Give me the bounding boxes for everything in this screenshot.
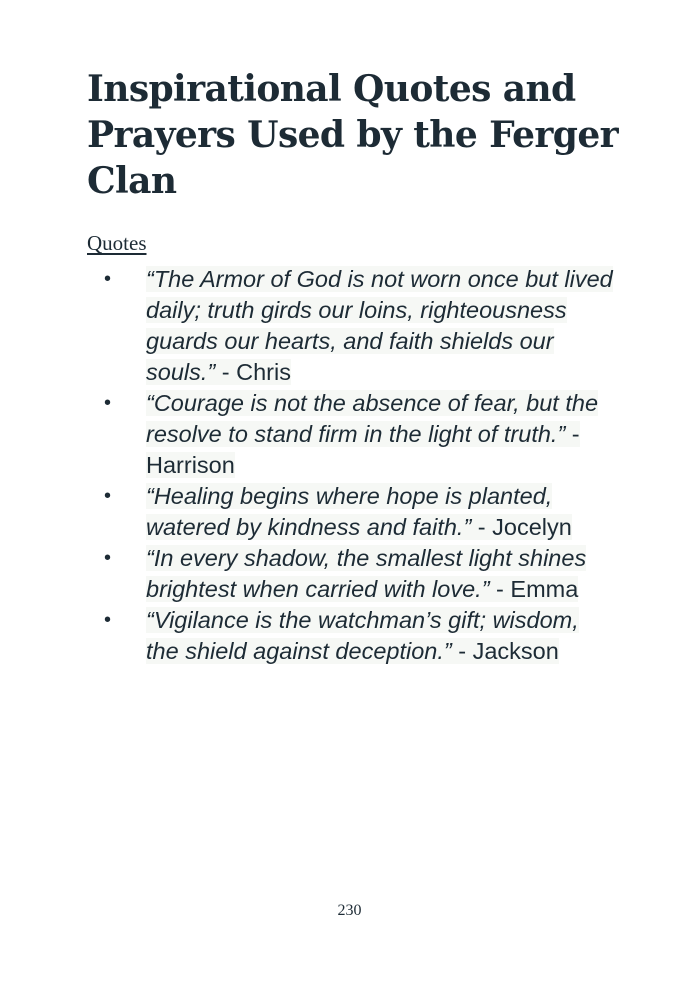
quote-attribution: - Emma <box>489 576 579 602</box>
quote-attribution: - Chris <box>215 359 291 385</box>
quote-attribution: - Jocelyn <box>471 514 572 540</box>
bullet-icon: • <box>104 268 112 290</box>
section-heading-quotes: Quotes <box>87 231 147 255</box>
quote-body <box>146 545 586 602</box>
list-item <box>0 543 616 605</box>
quote-attribution: - Harrison <box>146 421 580 478</box>
quote-body <box>146 266 613 385</box>
quote-text: “Courage is not the absence of fear, but the resolve to stand firm in the light of truth.” <box>146 390 599 447</box>
quote-text: “The Armor of God is not worn once but lived daily; truth girds our loins, righteousness guards our hearts, and faith shields our souls.” <box>146 266 613 385</box>
quote-text: “In every shadow, the smallest light shines brightest when carried with love.” <box>146 545 587 602</box>
quote-body <box>146 607 579 664</box>
quote-attribution: - Jackson <box>451 638 559 664</box>
list-item <box>0 388 616 481</box>
quote-body <box>146 483 572 540</box>
quote-text: “Healing begins where hope is planted, watered by kindness and faith.” <box>146 483 553 540</box>
bullet-icon: • <box>104 392 112 414</box>
quote-list <box>0 264 616 667</box>
bullet-icon: • <box>104 609 112 631</box>
list-item <box>0 605 616 667</box>
quote-text: “Vigilance is the watchman’s gift; wisdom, the shield against deception.” <box>146 607 579 664</box>
list-item <box>0 481 616 543</box>
page-title: Inspirational Quotes and Prayers Used by the Ferger Clan <box>87 68 618 202</box>
bullet-icon: • <box>104 547 112 569</box>
bullet-icon: • <box>104 485 112 507</box>
quote-body <box>146 390 598 478</box>
page-number: 230 <box>337 902 362 919</box>
list-item <box>0 264 616 388</box>
